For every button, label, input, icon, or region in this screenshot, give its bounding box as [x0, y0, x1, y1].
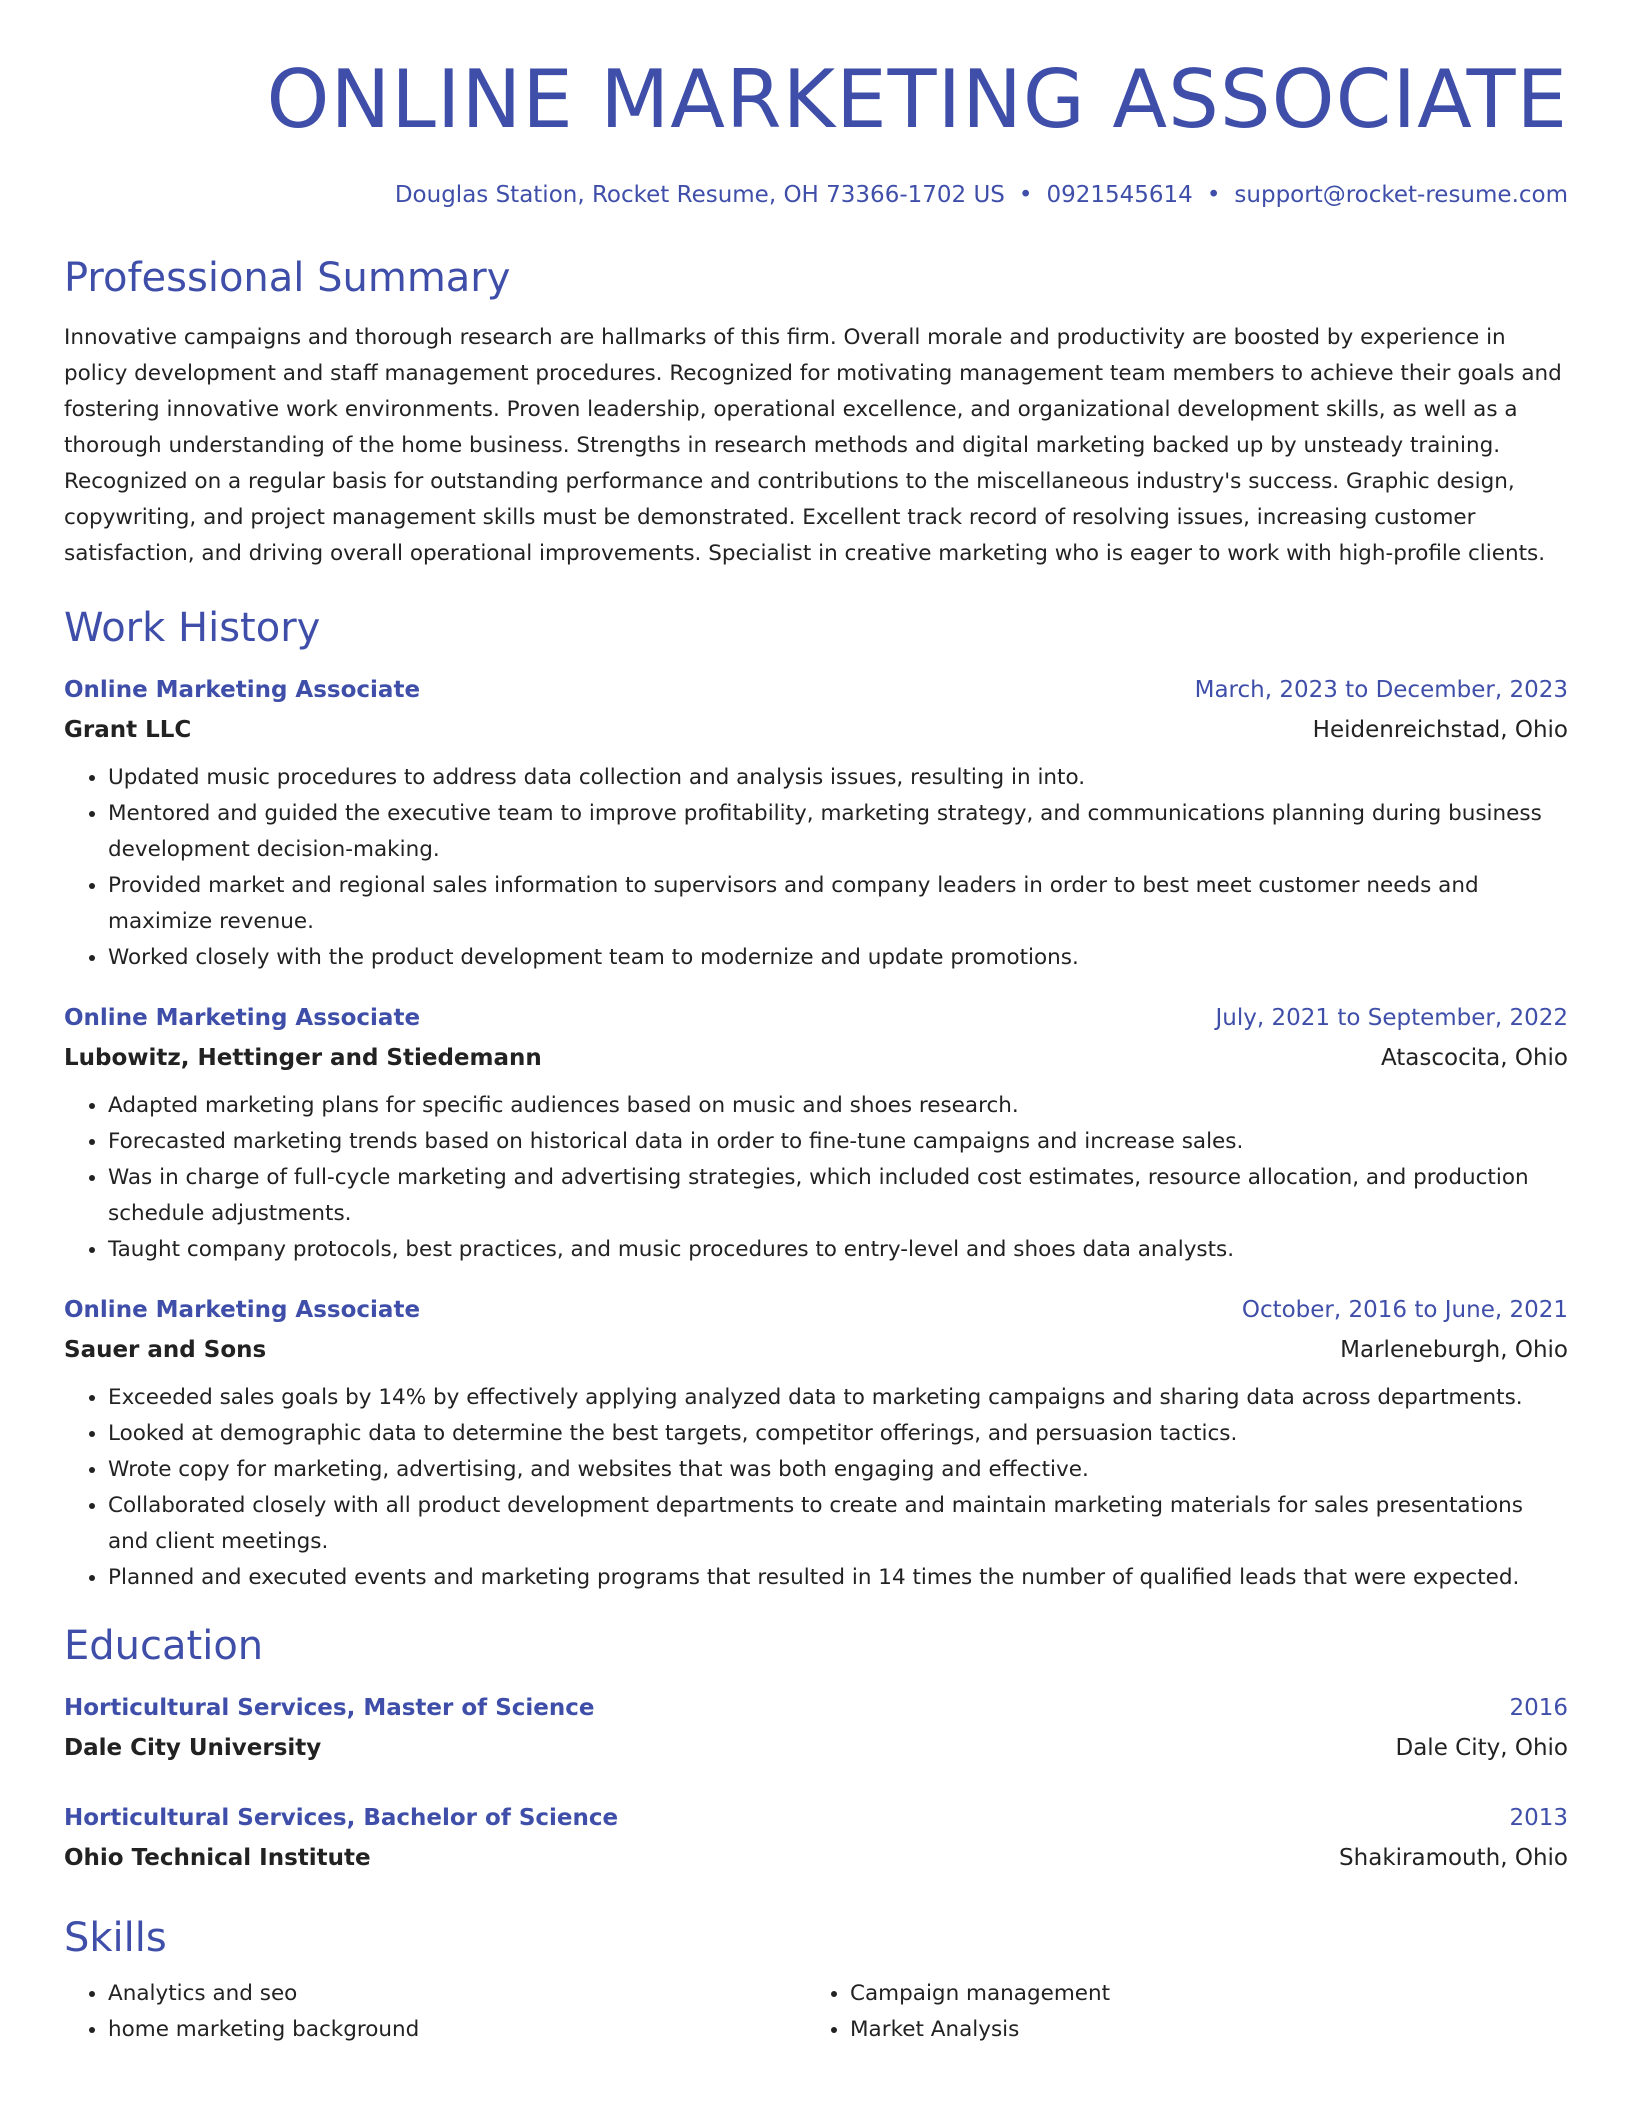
skills-column-left: [64, 1976, 806, 2048]
education-degree: Horticultural Services, Master of Science: [64, 1695, 595, 1721]
job-bullet: • Was in charge of full-cycle marketing and advertising strategies, which included cost estimates, resource allocation, and production schedule adjustments.: [108, 1160, 1568, 1232]
education-entry: [64, 1798, 1568, 1878]
skills-column-right: [806, 1976, 1550, 2048]
job-bullet: • Exceeded sales goals by 14% by effectively applying analyzed data to marketing campaigns and sharing data across departments.: [108, 1380, 1568, 1416]
job-dates: July, 2021 to September, 2022: [1215, 1005, 1568, 1031]
skill-item: • Market Analysis: [850, 2012, 1550, 2048]
contact-email: support@rocket-resume.com: [1234, 182, 1568, 208]
job-role: Online Marketing Associate: [64, 1005, 421, 1031]
job-bullets: [64, 760, 1568, 976]
job-bullet: • Wrote copy for marketing, advertising, and websites that was both engaging and effective.: [108, 1452, 1568, 1488]
job-location: Marleneburgh, Ohio: [1340, 1337, 1568, 1363]
job-entry: [64, 670, 1568, 976]
education-location: Shakiramouth, Ohio: [1339, 1845, 1568, 1871]
job-bullet: • Planned and executed events and marketing programs that resulted in 14 times the number of qualified leads that were expected.: [108, 1560, 1568, 1596]
job-entry: [64, 1290, 1568, 1596]
job-bullet: • Updated music procedures to address data collection and analysis issues, resulting in into.: [108, 760, 1568, 796]
education-year: 2013: [1509, 1805, 1568, 1831]
education-school: Ohio Technical Institute: [64, 1845, 371, 1871]
job-bullets: [64, 1380, 1568, 1596]
skill-item: • Analytics and seo: [108, 1976, 806, 2012]
job-bullet: • Forecasted marketing trends based on historical data in order to fine-tune campaigns and increase sales.: [108, 1124, 1568, 1160]
job-location: Heidenreichstad, Ohio: [1312, 717, 1568, 743]
job-company: Lubowitz, Hettinger and Stiedemann: [64, 1045, 542, 1071]
skills-list: [64, 1976, 1568, 2048]
job-role: Online Marketing Associate: [64, 677, 421, 703]
contact-separator: •: [1206, 182, 1221, 208]
job-entry: [64, 998, 1568, 1268]
education-year: 2016: [1509, 1695, 1568, 1721]
job-bullet: • Collaborated closely with all product development departments to create and maintain marketing materials for sales presentations and client meetings.: [108, 1488, 1568, 1560]
education-school: Dale City University: [64, 1735, 322, 1761]
job-bullet: • Mentored and guided the executive team to improve profitability, marketing strategy, and communications planning during business development decision-making.: [108, 796, 1568, 868]
job-bullet: • Taught company protocols, best practices, and music procedures to entry-level and shoes data analysts.: [108, 1232, 1568, 1268]
education-location: Dale City, Ohio: [1395, 1735, 1568, 1761]
job-bullet: • Worked closely with the product development team to modernize and update promotions.: [108, 940, 1568, 976]
education-degree: Horticultural Services, Bachelor of Science: [64, 1805, 619, 1831]
job-bullet: • Looked at demographic data to determine the best targets, competitor offerings, and persuasion tactics.: [108, 1416, 1568, 1452]
job-dates: October, 2016 to June, 2021: [1241, 1297, 1568, 1323]
skills-heading: Skills: [64, 1915, 167, 1961]
resume-title: ONLINE MARKETING ASSOCIATE: [266, 53, 1568, 146]
contact-line: [64, 178, 1568, 212]
work-history-heading: Work History: [64, 605, 321, 651]
skill-item: • home marketing background: [108, 2012, 806, 2048]
contact-address: Douglas Station, Rocket Resume, OH 73366-1702 US: [394, 182, 1005, 208]
skill-item: • Campaign management: [850, 1976, 1550, 2012]
job-company: Sauer and Sons: [64, 1337, 267, 1363]
job-company: Grant LLC: [64, 717, 192, 743]
education-heading: Education: [64, 1623, 264, 1669]
summary-text: Innovative campaigns and thorough research are hallmarks of this firm. Overall morale and productivity are boosted by experience in policy development and staff management procedures. Recognized for motivating management team members to achieve their goals and fostering innovative work environments. Proven leadership, operational excellence, and organizational development skills, as well as a thorough understanding of the home business. Strengths in research methods and digital marketing backed up by unsteady training. Recognized on a regular basis for outstanding performance and contributions to the miscellaneous industry's success. Graphic design, copywriting, and project management skills must be demonstrated. Excellent track record of resolving issues, increasing customer satisfaction, and driving overall operational improvements. Specialist in creative marketing who is eager to work with high-profile clients.: [64, 325, 1562, 566]
job-role: Online Marketing Associate: [64, 1297, 421, 1323]
job-bullet: • Provided market and regional sales information to supervisors and company leaders in order to best meet customer needs and maximize revenue.: [108, 868, 1568, 940]
resume-page: [64, 48, 1568, 2048]
summary-heading: Professional Summary: [64, 255, 511, 301]
job-dates: March, 2023 to December, 2023: [1194, 677, 1568, 703]
job-bullet: • Adapted marketing plans for specific audiences based on music and shoes research.: [108, 1088, 1568, 1124]
job-location: Atascocita, Ohio: [1380, 1045, 1568, 1071]
contact-phone: 0921545614: [1046, 182, 1193, 208]
education-entry: [64, 1688, 1568, 1768]
job-bullets: [64, 1088, 1568, 1268]
contact-separator: •: [1018, 182, 1033, 208]
